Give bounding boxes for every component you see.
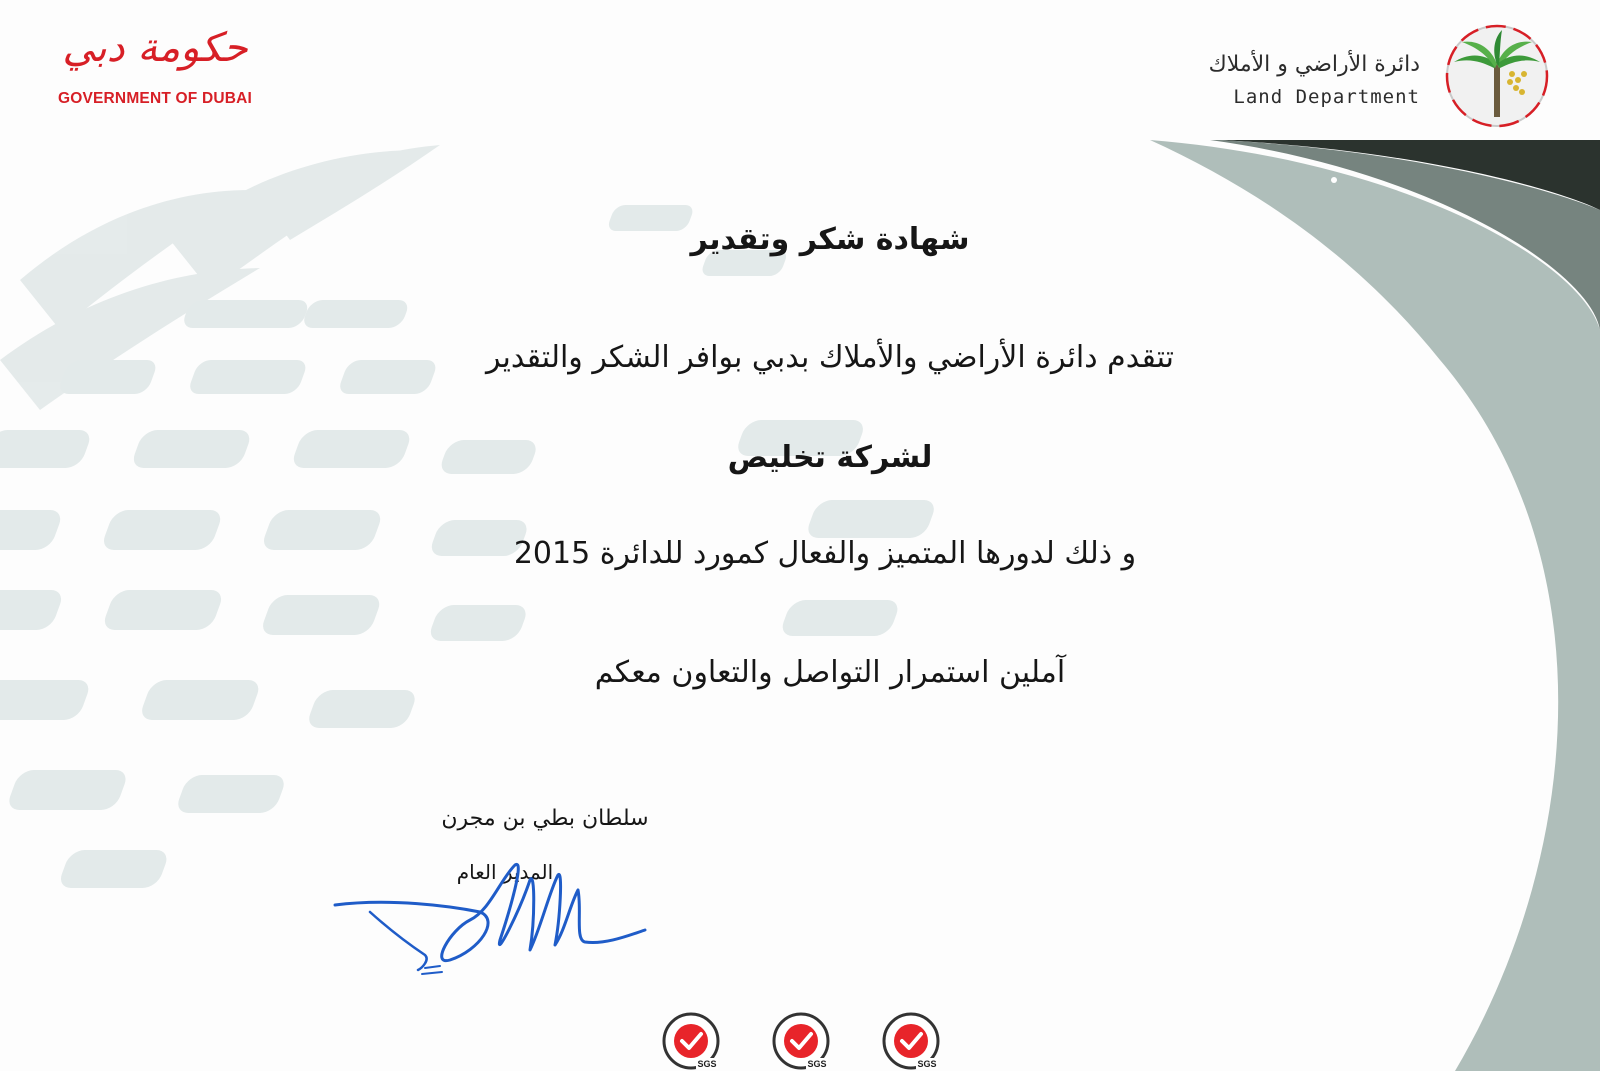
certificate-line-1: تتقدم دائرة الأراضي والأملاك بدبي بوافر الشكر والتقدير xyxy=(485,340,1175,375)
signatory-title: المدير العام xyxy=(456,860,554,884)
land-dept-english-name: Land Department xyxy=(1233,86,1420,108)
land-dept-arabic-name: دائرة الأراضي و الأملاك xyxy=(1208,52,1420,77)
iso-badge-2-label: SGS xyxy=(807,1059,827,1069)
recipient-name: لشركة تخليص xyxy=(727,440,933,475)
certificate-line-3: آملين استمرار التواصل والتعاون معكم xyxy=(594,655,1066,690)
iso-badge-1 xyxy=(660,1010,722,1071)
signature xyxy=(330,850,660,990)
iso-badge-3-label: SGS xyxy=(917,1059,937,1069)
certificate-line-2: و ذلك لدورها المتميز والفعال كمورد للدائرة 2015 xyxy=(513,536,1137,571)
iso-badge-3 xyxy=(880,1010,942,1071)
land-dept-emblem-icon xyxy=(1432,22,1562,130)
gov-dubai-arabic-logo: حكومة دبي xyxy=(62,25,248,71)
signatory-name: سلطان بطي بن مجرن xyxy=(441,806,649,831)
iso-badge-2 xyxy=(770,1010,832,1071)
gov-dubai-english-label: GOVERNMENT OF DUBAI xyxy=(57,90,253,107)
certificate-title: شهادة شكر وتقدير xyxy=(690,222,970,257)
swoosh-light xyxy=(1150,140,1600,1071)
iso-badge-1-label: SGS xyxy=(697,1059,717,1069)
